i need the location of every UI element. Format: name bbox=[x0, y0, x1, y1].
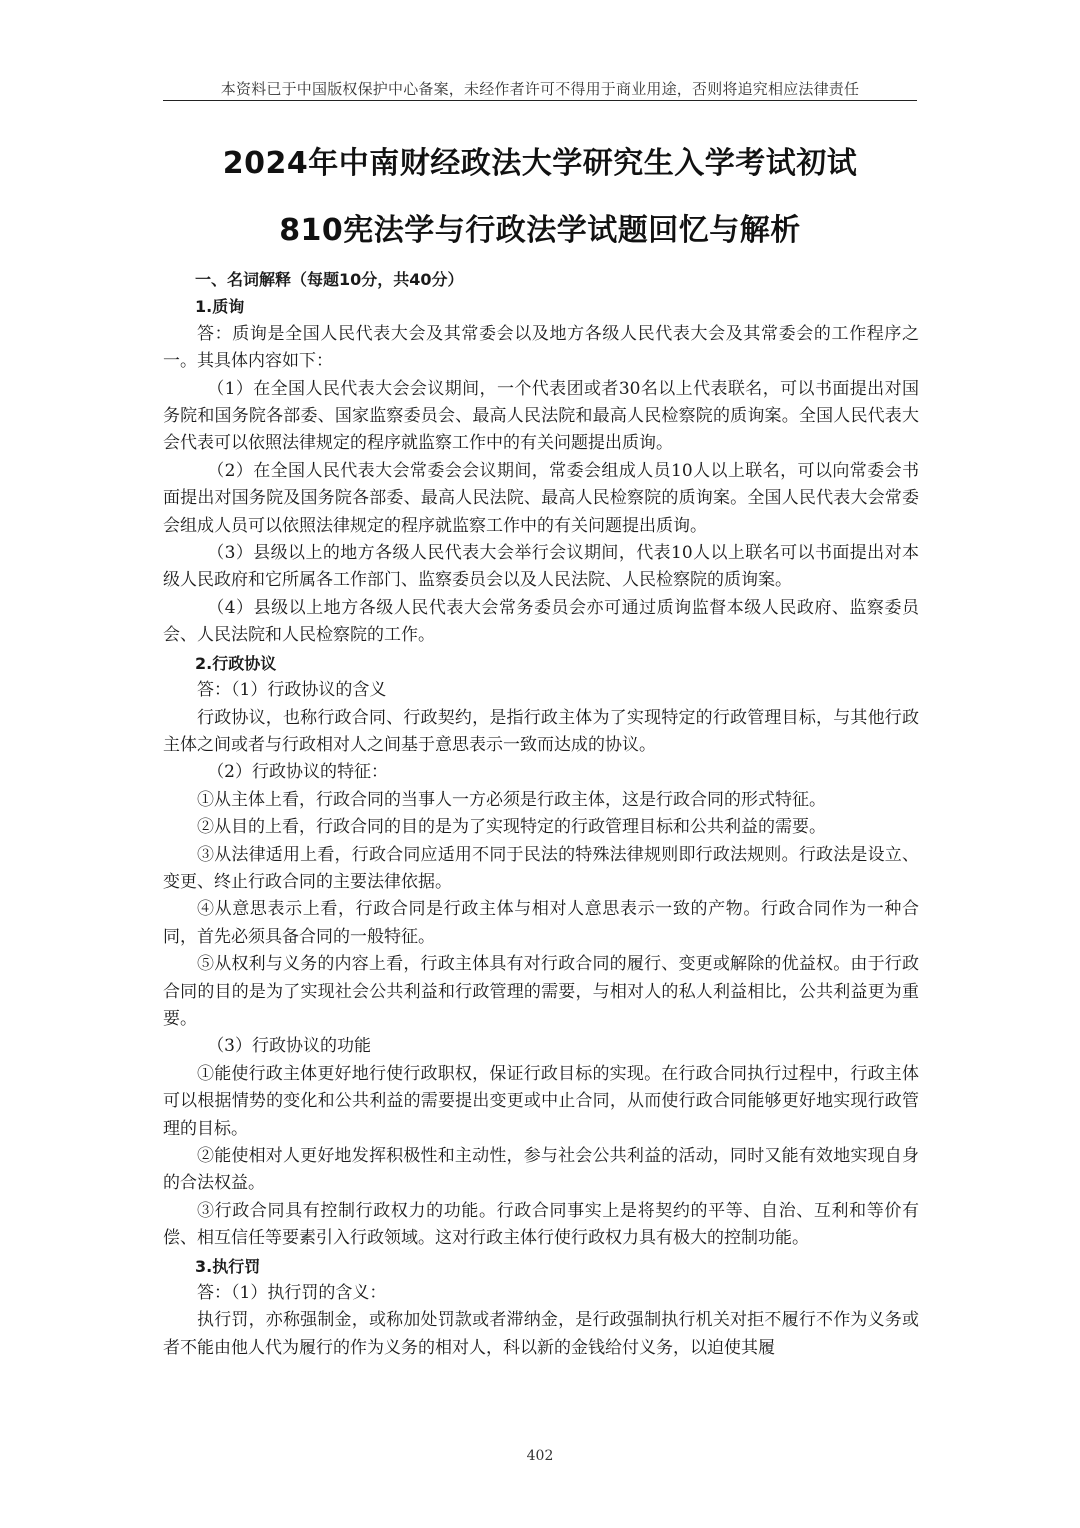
question-1-item-3: （3）县级以上的地方各级人民代表大会举行会议期间，代表10人以上联名可以书面提出对本级人民政府和它所属各工作部门、监察委员会以及人民法院、人民检察院的质询案。 bbox=[163, 543, 919, 591]
question-2-function-1: ①能使行政主体更好地行使行政职权，保证行政目标的实现。在行政合同执行过程中，行政主体可以根据情势的变化和公共利益的需要提出变更或中止合同，从而使行政合同能够更好地实现行政管理的目标。 bbox=[163, 1063, 919, 1139]
question-1-item-2: （2）在全国人民代表大会常委会会议期间，常委会组成人员10人以上联名，可以向常委会书面提出对国务院及国务院各部委、最高人民法院、最高人民检察院的质询案。全国人民代表大会常委会组成人员可以依照法律规定的程序就监察工作中的有关问题提出质询。 bbox=[163, 460, 919, 536]
question-3-title: 3.执行罚 bbox=[195, 1256, 261, 1276]
section-heading: 一、名词解释（每题10分，共40分） bbox=[195, 270, 464, 289]
question-2-title: 2.行政协议 bbox=[195, 653, 277, 673]
question-2-feature-4: ④从意思表示上看，行政合同是行政主体与相对人意思表示一致的产物。行政合同作为一种合同，首先必须具备合同的一般特征。 bbox=[163, 899, 919, 947]
header-divider bbox=[163, 100, 917, 101]
document-body bbox=[163, 266, 919, 1362]
question-2-functions-heading: （3）行政协议的功能 bbox=[207, 1036, 372, 1057]
question-1-item-1: （1）在全国人民代表大会会议期间，一个代表团或者30名以上代表联名，可以书面提出对国务院和国务院各部委、国家监察委员会、最高人民法院和最高人民检察院的质询案。全国人民代表大会代表可以依照法律规定的程序就监察工作中的有关问题提出质询。 bbox=[163, 378, 919, 454]
copyright-notice: 本资料已于中国版权保护中心备案，未经作者许可不得用于商业用途，否则将追究相应法律责任 bbox=[220, 80, 860, 98]
question-3-definition: 执行罚，亦称强制金，或称加处罚款或者滞纳金，是行政强制执行机关对拒不履行不作为义务或者不能由他人代为履行的作为义务的相对人，科以新的金钱给付义务，以迫使其履 bbox=[163, 1310, 919, 1358]
page-number: 402 bbox=[526, 1448, 554, 1464]
question-2-answer-intro: 答：（1）行政协议的含义 bbox=[197, 680, 387, 701]
question-3-answer-intro: 答：（1）执行罚的含义： bbox=[197, 1283, 387, 1304]
question-2-feature-2: ②从目的上看，行政合同的目的是为了实现特定的行政管理目标和公共利益的需要。 bbox=[197, 817, 826, 838]
question-2-function-2: ②能使相对人更好地发挥积极性和主动性，参与社会公共利益的活动，同时又能有效地实现自身的合法权益。 bbox=[163, 1146, 919, 1194]
question-1-item-4: （4）县级以上地方各级人民代表大会常务委员会亦可通过质询监督本级人民政府、监察委员会、人民法院和人民检察院的工作。 bbox=[163, 597, 919, 646]
question-2-definition: 行政协议，也称行政合同、行政契约，是指行政主体为了实现特定的行政管理目标，与其他行政主体之间或者与行政相对人之间基于意思表示一致而达成的协议。 bbox=[163, 707, 919, 755]
question-2-feature-5: ⑤从权利与义务的内容上看，行政主体具有对行政合同的履行、变更或解除的优益权。由于行政合同的目的是为了实现社会公共利益和行政管理的需要，与相对人的私人利益相比，公共利益更为重要。 bbox=[163, 954, 919, 1029]
document-title-line-1: 2024年中南财经政法大学研究生入学考试初试 bbox=[222, 146, 858, 181]
question-2-feature-3: ③从法律适用上看，行政合同应适用不同于民法的特殊法律规则即行政法规则。行政法是设立、变更、终止行政合同的主要法律依据。 bbox=[163, 844, 919, 892]
document-title-line-2: 810宪法学与行政法学试题回忆与解析 bbox=[279, 213, 801, 248]
question-1-answer-intro: 答：质询是全国人民代表大会及其常委会以及地方各级人民代表大会及其常委会的工作程序之一。其具体内容如下： bbox=[163, 323, 919, 372]
question-2-function-3: ③行政合同具有控制行政权力的功能。行政合同事实上是将契约的平等、自治、互利和等价有偿、相互信任等要素引入行政领域。这对行政主体行使行政权力具有极大的控制功能。 bbox=[163, 1200, 919, 1249]
question-2-feature-1: ①从主体上看，行政合同的当事人一方必须是行政主体，这是行政合同的形式特征。 bbox=[197, 789, 826, 810]
question-2-features-heading: （2）行政协议的特征： bbox=[207, 762, 389, 783]
question-1-title: 1.质询 bbox=[195, 297, 245, 317]
